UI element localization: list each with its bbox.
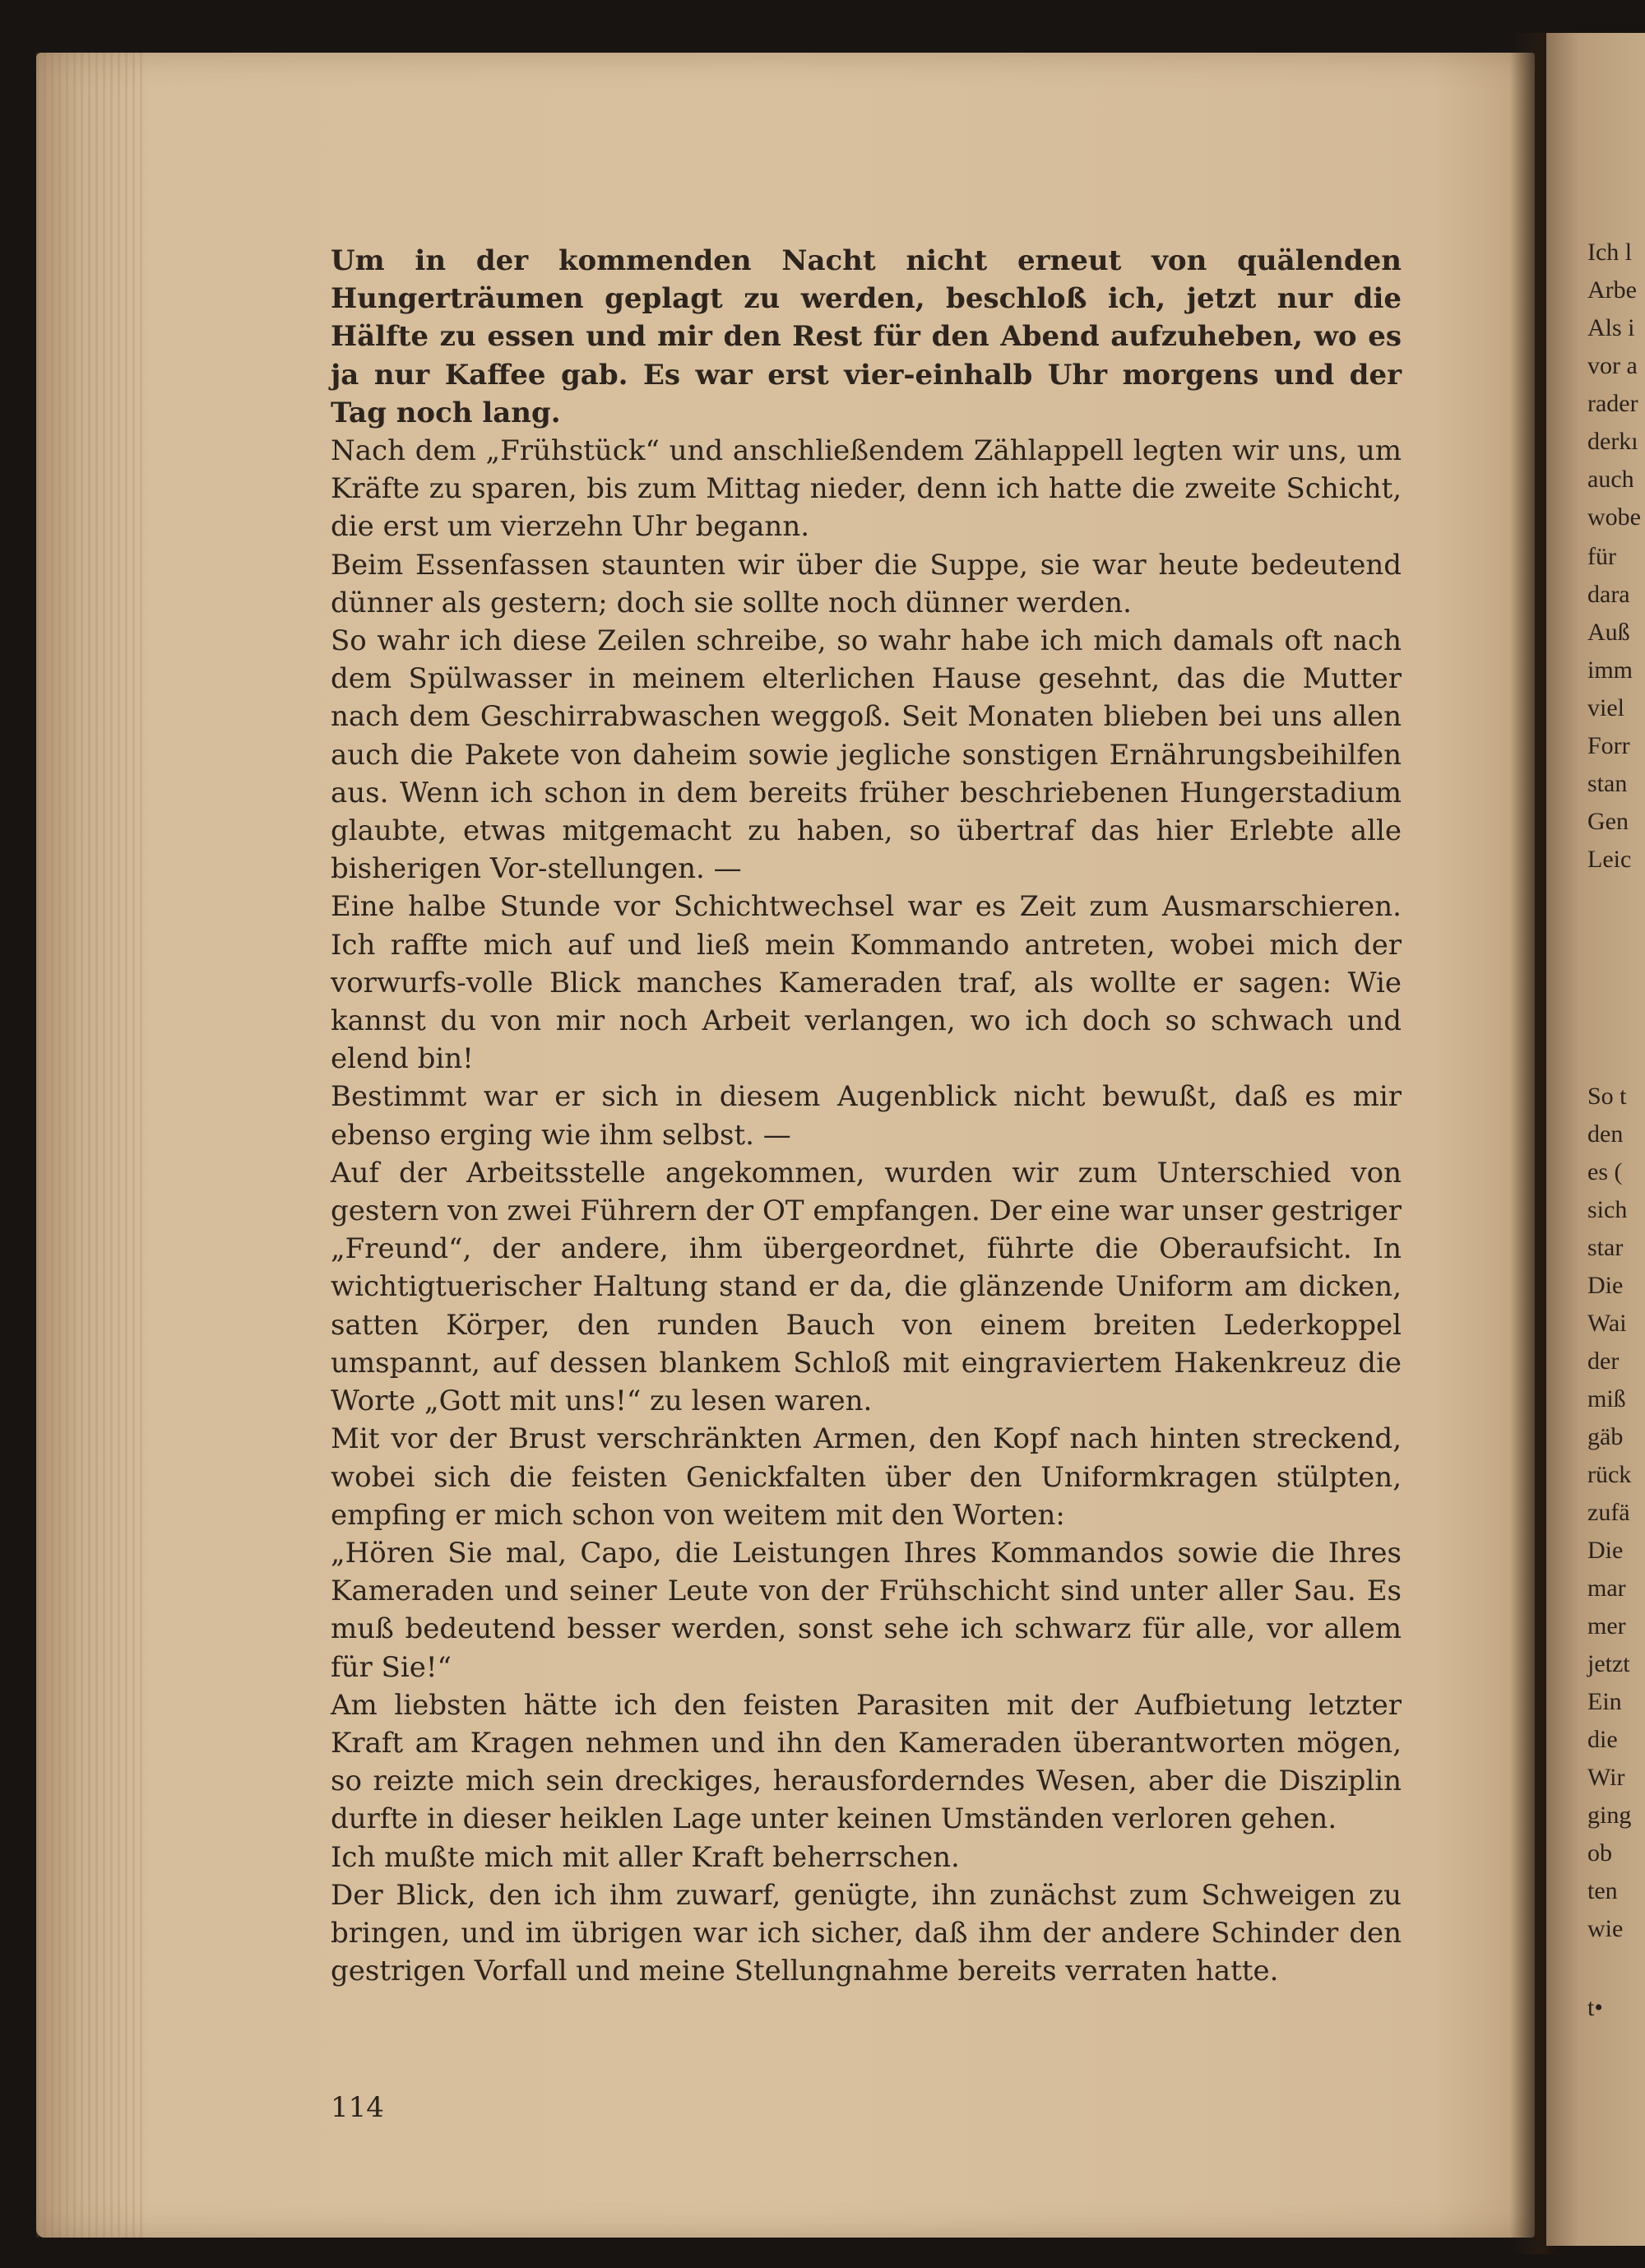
facing-page-fragment: ging xyxy=(1587,1802,1632,1829)
facing-page-fragment: der xyxy=(1587,1347,1620,1375)
facing-page-fragment: t• xyxy=(1587,1994,1603,2021)
facing-page-fragment: stan xyxy=(1587,770,1628,797)
page-edge-texture xyxy=(36,53,143,2238)
facing-page-fragment: Die xyxy=(1587,1537,1624,1564)
page-body-text xyxy=(331,242,1402,1990)
facing-page-fragment: es ( xyxy=(1587,1158,1623,1185)
facing-page-fragment: mer xyxy=(1587,1612,1626,1640)
facing-page-fragment: zufä xyxy=(1587,1499,1630,1526)
paragraph: Um in der kommenden Nacht nicht erneut von quälenden Hungerträumen geplagt zu werden, beschloß ich, jetzt nur die Hälfte zu essen und mir den Rest für den Abend aufzuheben, wo es ja nur Kaffee gab. Es war erst vier-einhalb Uhr morgens und der Tag noch lang. xyxy=(331,244,1402,429)
paragraph: Ich mußte mich mit aller Kraft beherrschen. xyxy=(331,1840,960,1874)
paragraph: Nach dem „Frühstück“ und anschließendem Zählappell legten wir uns, um Kräfte zu sparen, bis zum Mittag nieder, denn ich hatte die zweite Schicht, die erst um vierzehn Uhr begann. xyxy=(331,434,1402,544)
facing-page-fragment: den xyxy=(1587,1120,1624,1148)
facing-page-fragment: Als i xyxy=(1587,314,1635,341)
paragraph: Am liebsten hätte ich den feisten Parasiten mit der Aufbietung letzter Kraft am Kragen nehmen und ihn den Kameraden überantworten mögen, so reizte mich sein dreckiges, herausforderndes Wesen, aber die Disziplin durfte in dieser heiklen Lage unter keinen Umständen verloren gehen. xyxy=(331,1688,1402,1836)
facing-page-fragment: wobe xyxy=(1587,503,1641,531)
facing-page-fragment: Wai xyxy=(1587,1310,1627,1337)
facing-page-fragment: mar xyxy=(1587,1575,1626,1602)
facing-page-fragment: gäb xyxy=(1587,1423,1624,1450)
facing-page-fragment: jetzt xyxy=(1587,1650,1630,1677)
facing-page-fragment: sich xyxy=(1587,1196,1628,1223)
paragraph: Eine halbe Stunde vor Schichtwechsel war es Zeit zum Ausmarschieren. Ich raffte mich auf und ließ mein Kommando antreten, wobei mich der vorwurfs-volle Blick manches Kameraden traf, als wollte er sagen: Wie kannst du von mir noch Arbeit verlangen, wo ich doch so schwach und elend bin! xyxy=(331,890,1402,1076)
facing-page-fragment: So t xyxy=(1587,1083,1627,1110)
facing-page-fragment: rück xyxy=(1587,1461,1632,1488)
facing-page-fragment: star xyxy=(1587,1234,1624,1261)
facing-page-fragment: wie xyxy=(1587,1915,1624,1942)
facing-page-fragment: dara xyxy=(1587,581,1630,608)
facing-page-fragment: die xyxy=(1587,1726,1618,1753)
facing-page-fragment: ob xyxy=(1587,1839,1612,1867)
paragraph: Mit vor der Brust verschränkten Armen, den Kopf nach hinten streckend, wobei sich die feisten Genickfalten über den Uniformkragen stülpten, empfing er mich schon von weitem mit den Worten: xyxy=(331,1422,1402,1532)
facing-page-fragment: rader xyxy=(1587,390,1638,417)
paragraph: Auf der Arbeitsstelle angekommen, wurden wir zum Unterschied von gestern von zwei Führern der OT empfangen. Der eine war unser gestriger „Freund“, der andere, ihm übergeordnet, führte die Oberaufsicht. In wichtigtuerischer Haltung stand er da, die glänzende Uniform am dicken, satten Körper, den runden Bauch von einem breiten Lederkoppel umspannt, auf dessen blankem Schloß mit eingraviertem Hakenkreuz die Worte „Gott mit uns!“ zu lesen waren. xyxy=(331,1156,1402,1418)
facing-page-fragment: Ich l xyxy=(1587,239,1633,266)
facing-page-fragment: vor a xyxy=(1587,352,1638,379)
facing-page-fragment: Forr xyxy=(1587,732,1630,759)
facing-page-fragment: imm xyxy=(1587,656,1633,684)
facing-page-fragment: auch xyxy=(1587,466,1634,493)
facing-page-fragment: für xyxy=(1587,543,1616,570)
facing-page-fragment: miß xyxy=(1587,1385,1626,1412)
facing-page-fragment: Ein xyxy=(1587,1688,1622,1715)
paragraph: Der Blick, den ich ihm zuwarf, genügte, ihn zunächst zum Schweigen zu bringen, und im übrigen war ich sicher, daß ihm der andere Schinder den gestrigen Vorfall und meine Stellungnahme bereits verraten hatte. xyxy=(331,1878,1402,1988)
facing-page-fragment: Gen xyxy=(1587,808,1629,835)
paragraph: Beim Essenfassen staunten wir über die Suppe, sie war heute bedeutend dünner als gestern; doch sie sollte noch dünner werden. xyxy=(331,548,1402,619)
page-number: 114 xyxy=(331,2091,384,2124)
paragraph: Bestimmt war er sich in diesem Augenblick nicht bewußt, daß es mir ebenso erging wie ihm selbst. — xyxy=(331,1080,1402,1152)
paragraph: „Hören Sie mal, Capo, die Leistungen Ihres Kommandos sowie die Ihres Kameraden und seiner Leute von der Frühschicht sind unter aller Sau. Es muß bedeutend besser werden, sonst sehe ich schwarz für alle, vor allem für Sie!“ xyxy=(331,1536,1402,1684)
facing-page-fragment: Arbe xyxy=(1587,276,1637,304)
facing-page-fragment: Wir xyxy=(1587,1764,1625,1791)
facing-page-fragment: Die xyxy=(1587,1272,1624,1299)
paragraph: So wahr ich diese Zeilen schreibe, so wahr habe ich mich damals oft nach dem Spülwasser in meinem elterlichen Hause gesehnt, das die Mutter nach dem Geschirrabwaschen weggoß. Seit Monaten blieben bei uns allen auch die Pakete von daheim sowie jegliche sonstigen Ernährungsbeihilfen aus. Wenn ich schon in dem bereits früher beschriebenen Hungerstadium glaubte, etwas mitgemacht zu haben, so übertraf das hier Erlebte alle bisherigen Vor-stellungen. — xyxy=(331,624,1402,886)
facing-page-fragment: viel xyxy=(1587,694,1624,721)
facing-page-fragment: Auß xyxy=(1587,619,1630,646)
facing-page-fragment: ten xyxy=(1587,1877,1618,1904)
facing-page-fragment: Leic xyxy=(1587,846,1632,873)
facing-page-fragment: derkı xyxy=(1587,428,1638,455)
